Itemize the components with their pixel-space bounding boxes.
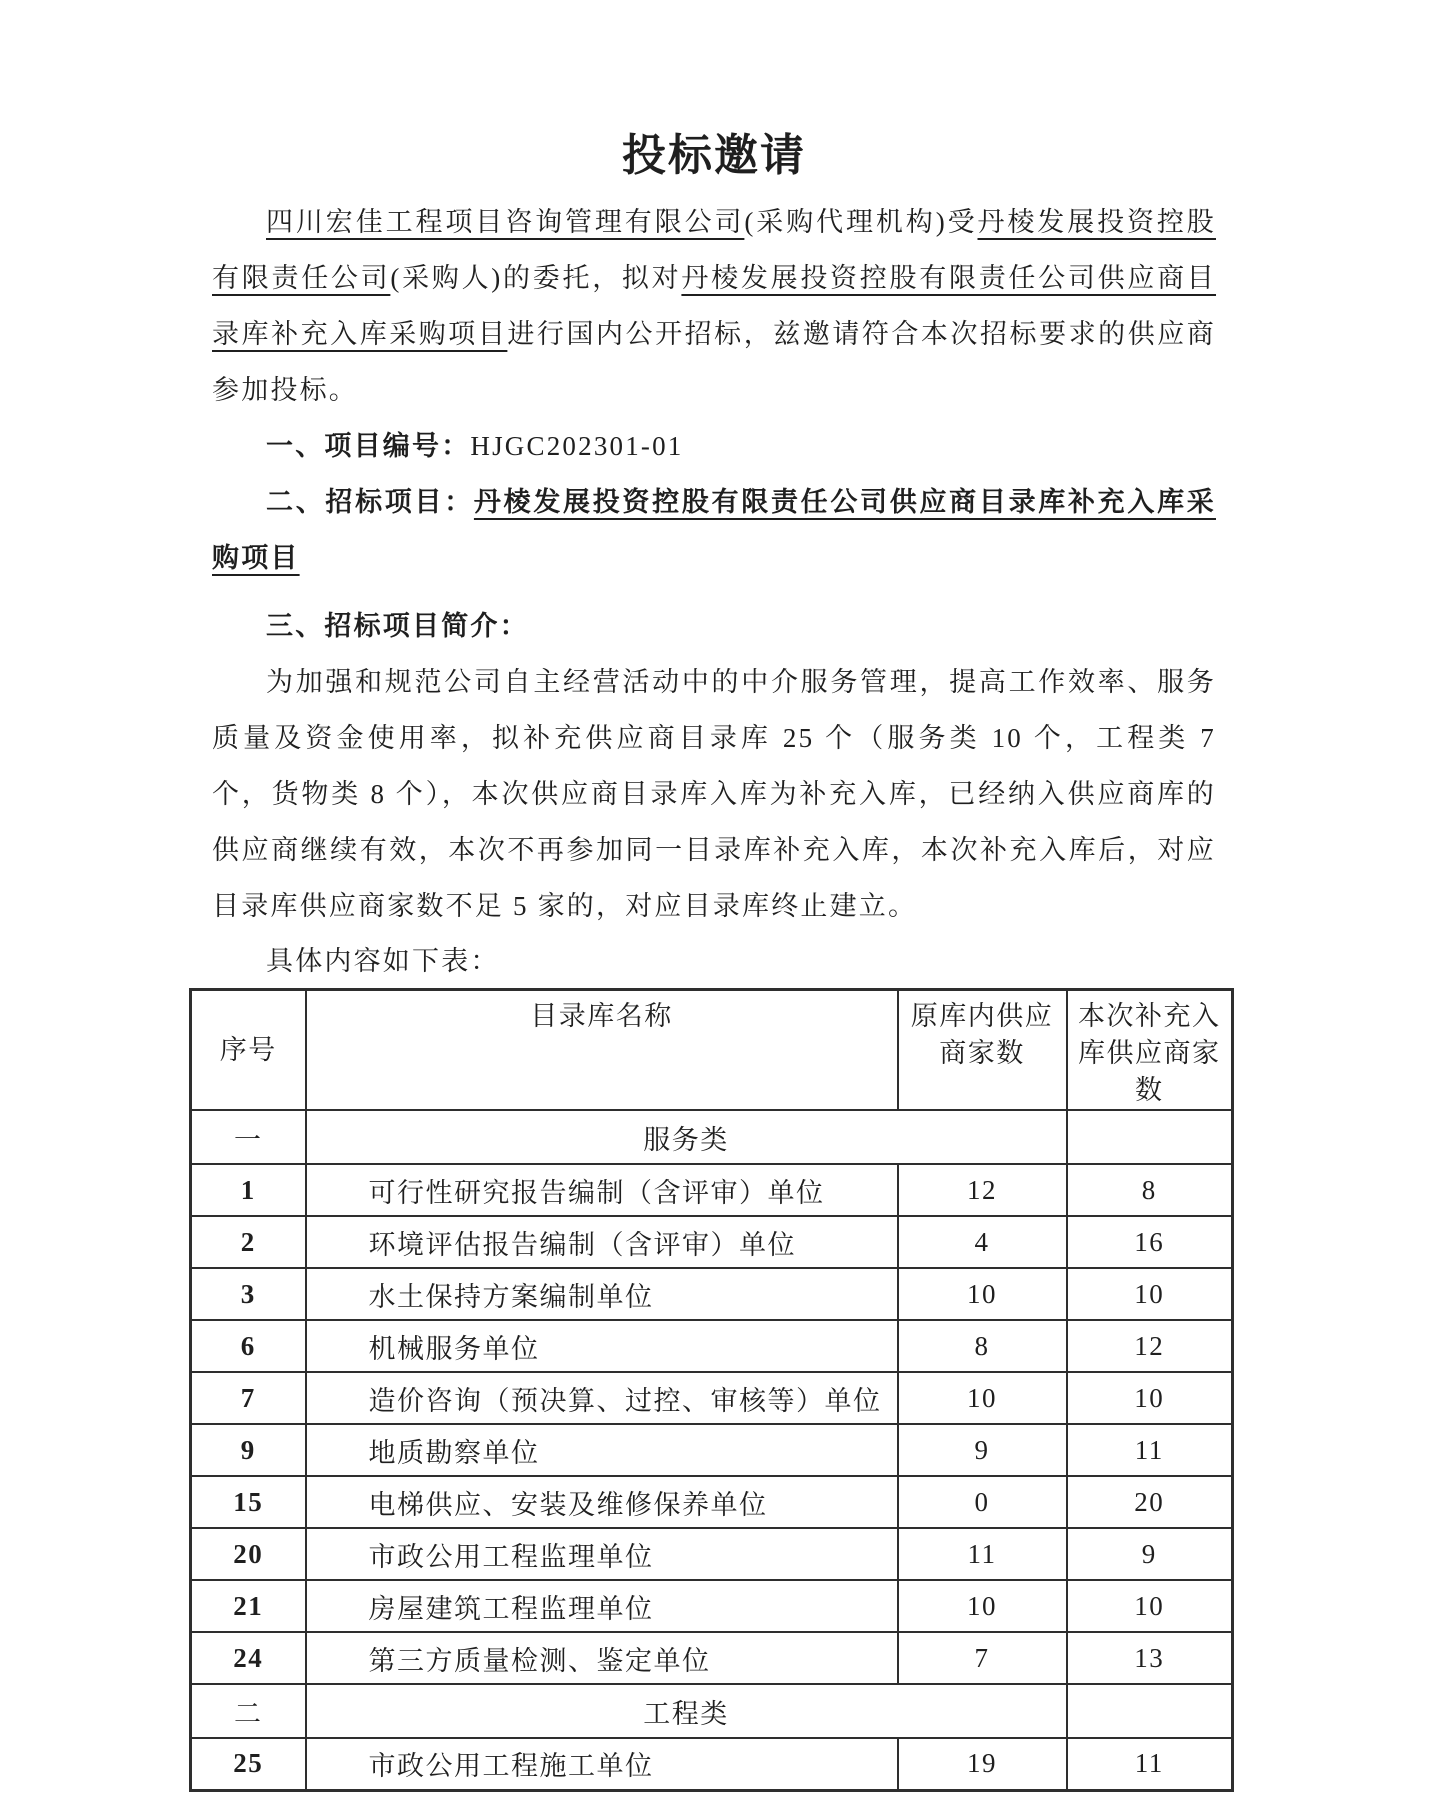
row-seq-cell: 7 (191, 1372, 306, 1424)
row-added-count-cell: 9 (1067, 1528, 1233, 1580)
row-catalog-name-cell: 水土保持方案编制单位 (306, 1268, 898, 1320)
row-catalog-name-cell: 造价咨询（预决算、过控、审核等）单位 (306, 1372, 898, 1424)
header-col-catalog-name: 目录库名称 (306, 990, 898, 1111)
row-existing-count-cell: 7 (898, 1632, 1067, 1684)
row-existing-count-cell: 0 (898, 1476, 1067, 1528)
table-lead-in: 具体内容如下表： (266, 946, 500, 976)
catalog-table-body (191, 1110, 1233, 1790)
row-seq-cell: 2 (191, 1216, 306, 1268)
document-title: 投标邀请 (622, 131, 806, 180)
row-seq-cell: 1 (191, 1164, 306, 1216)
table-row (191, 1424, 1233, 1476)
table-row (191, 1580, 1233, 1632)
table-row (191, 1632, 1233, 1684)
row-catalog-name-cell: 市政公用工程施工单位 (306, 1738, 898, 1790)
purchaser-name: 丹棱发展投资控股有限责任公司 (212, 207, 1216, 293)
purchaser-role-note: (采购人)的委托，拟对 (390, 263, 682, 293)
row-catalog-name-cell: 机械服务单位 (306, 1320, 898, 1372)
row-existing-count-cell: 10 (898, 1372, 1067, 1424)
catalog-table-header (191, 990, 1233, 1111)
table-row (191, 1476, 1233, 1528)
section-name-cell: 服务类 (306, 1110, 1067, 1164)
tender-project-value: 丹棱发展投资控股有限责任公司供应商目录库补充入库采购项目 (212, 487, 1216, 573)
row-existing-count-cell: 12 (898, 1164, 1067, 1216)
project-number-line (212, 418, 1216, 474)
header-col-seq: 序号 (191, 990, 306, 1111)
row-catalog-name-cell: 房屋建筑工程监理单位 (306, 1580, 898, 1632)
table-row (191, 1216, 1233, 1268)
section-seq-cell: 二 (191, 1684, 306, 1738)
row-added-count-cell: 13 (1067, 1632, 1233, 1684)
project-intro-heading (212, 598, 1216, 654)
header-col-added-suppliers: 本次补充入库供应商家数 (1067, 990, 1233, 1111)
row-catalog-name-cell: 可行性研究报告编制（含评审）单位 (306, 1164, 898, 1216)
section-empty-cell (1067, 1110, 1233, 1164)
row-added-count-cell: 10 (1067, 1580, 1233, 1632)
project-summary: 为加强和规范公司自主经营活动中的中介服务管理，提高工作效率、服务质量及资金使用率，拟补充供应商目录库 25 个（服务类 10 个，工程类 7 个，货物类 8 个），本次供应商目录库入库为补充入库，已经纳入供应商库的供应商继续有效，本次不再参加同一目录库补充入库，本次补充入库后，对应目录库供应商家数不足 5 家的，对应目录库终止建立。 (212, 667, 1216, 921)
row-added-count-cell: 8 (1067, 1164, 1233, 1216)
table-row (191, 1268, 1233, 1320)
section-empty-cell (1067, 1684, 1233, 1738)
row-added-count-cell: 10 (1067, 1372, 1233, 1424)
row-seq-cell: 15 (191, 1476, 306, 1528)
agency-role-note: (采购代理机构)受 (744, 207, 978, 237)
tender-project-line (212, 474, 1216, 586)
row-added-count-cell: 12 (1067, 1320, 1233, 1372)
table-row (191, 1320, 1233, 1372)
row-added-count-cell: 11 (1067, 1738, 1233, 1790)
row-added-count-cell: 10 (1067, 1268, 1233, 1320)
row-seq-cell: 6 (191, 1320, 306, 1372)
row-seq-cell: 9 (191, 1424, 306, 1476)
section-row (191, 1684, 1233, 1738)
header-row (191, 990, 1233, 1111)
agency-name: 四川宏佳工程项目咨询管理有限公司 (266, 207, 745, 237)
row-catalog-name-cell: 市政公用工程监理单位 (306, 1528, 898, 1580)
table-row (191, 1738, 1233, 1790)
row-catalog-name-cell: 电梯供应、安装及维修保养单位 (306, 1476, 898, 1528)
project-number-value: HJGC202301-01 (470, 431, 684, 461)
row-existing-count-cell: 19 (898, 1738, 1067, 1790)
row-added-count-cell: 11 (1067, 1424, 1233, 1476)
row-seq-cell: 20 (191, 1528, 306, 1580)
row-seq-cell: 3 (191, 1268, 306, 1320)
catalog-table (189, 988, 1234, 1792)
row-existing-count-cell: 10 (898, 1580, 1067, 1632)
header-col-existing-suppliers: 原库内供应商家数 (898, 990, 1067, 1111)
row-added-count-cell: 20 (1067, 1476, 1233, 1528)
row-existing-count-cell: 9 (898, 1424, 1067, 1476)
row-existing-count-cell: 10 (898, 1268, 1067, 1320)
row-added-count-cell: 16 (1067, 1216, 1233, 1268)
row-existing-count-cell: 4 (898, 1216, 1067, 1268)
project-number-label: 一、项目编号： (266, 431, 471, 461)
row-catalog-name-cell: 第三方质量检测、鉴定单位 (306, 1632, 898, 1684)
document-content (212, 0, 1216, 988)
section-row (191, 1110, 1233, 1164)
intro-closing: 进行国内公开招标，兹邀请符合本次招标要求的供应商参加投标。 (212, 319, 1216, 405)
project-name: 丹棱发展投资控股有限责任公司供应商目录库补充入库采购项目 (212, 263, 1217, 349)
table-row (191, 1528, 1233, 1580)
intro-paragraph (212, 194, 1216, 418)
row-existing-count-cell: 8 (898, 1320, 1067, 1372)
row-seq-cell: 25 (191, 1738, 306, 1790)
section-name-cell: 工程类 (306, 1684, 1067, 1738)
catalog-table-wrapper (189, 988, 1231, 1792)
row-existing-count-cell: 11 (898, 1528, 1067, 1580)
row-catalog-name-cell: 环境评估报告编制（含评审）单位 (306, 1216, 898, 1268)
project-intro-heading-label: 三、招标项目简介： (266, 611, 529, 641)
tender-project-label: 二、招标项目： (266, 487, 474, 517)
row-catalog-name-cell: 地质勘察单位 (306, 1424, 898, 1476)
table-row (191, 1372, 1233, 1424)
row-seq-cell: 24 (191, 1632, 306, 1684)
table-row (191, 1164, 1233, 1216)
section-seq-cell: 一 (191, 1110, 306, 1164)
row-seq-cell: 21 (191, 1580, 306, 1632)
